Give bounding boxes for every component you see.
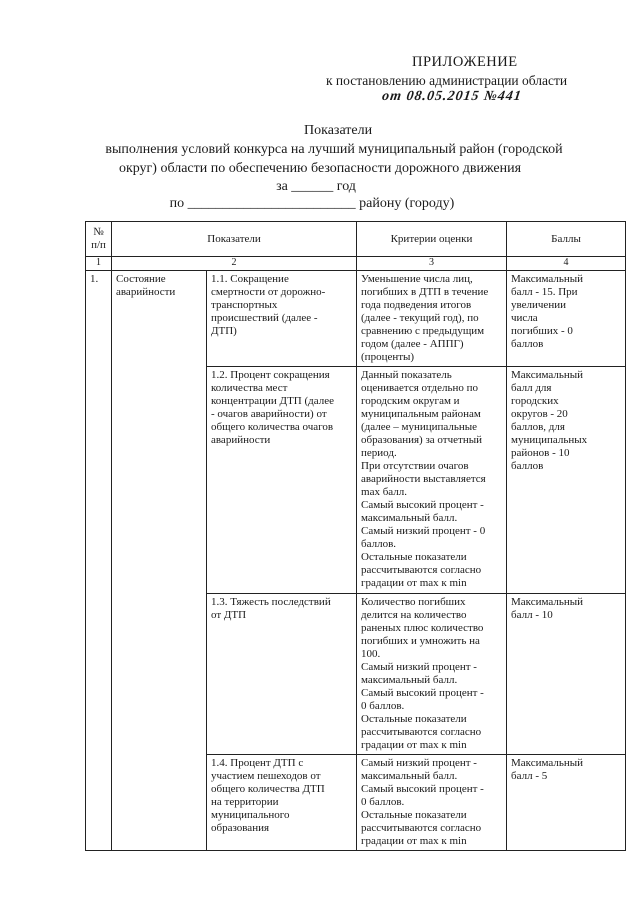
column-number: 4 <box>507 257 626 271</box>
column-number: 3 <box>357 257 507 271</box>
appendix-decree: к постановлению администрации области <box>326 73 568 88</box>
title-line-district: по ________________________ району (городу) <box>169 196 455 211</box>
points-cell: Максимальный балл - 15. При увеличении числа погибших - 0 баллов <box>507 271 626 367</box>
column-number-row <box>86 257 626 271</box>
title-line-year: за ______ год <box>276 179 356 194</box>
points-cell: Максимальный балл для городских округов - 20 баллов, для муниципальных районов - 10 баллов <box>507 367 626 594</box>
handwritten-signature-date: от 08.05.2015 №441 <box>381 89 523 104</box>
header-indicators: Показатели <box>112 222 357 257</box>
indicator-cell: 1.4. Процент ДТП с участием пешеходов от общего количества ДТП на территории муниципального образования <box>207 755 357 851</box>
header-criteria: Критерии оценки <box>357 222 507 257</box>
appendix-title: ПРИЛОЖЕНИЕ <box>412 54 518 70</box>
points-cell: Максимальный балл - 5 <box>507 755 626 851</box>
indicator-cell: 1.2. Процент сокращения количества мест концентрации ДТП (далее - очагов аварийности) от общего количества очагов аварийности <box>207 367 357 594</box>
criteria-cell: Самый низкий процент - максимальный балл. Самый высокий процент - 0 баллов. Остальные показатели рассчитываются согласно градации от max к min <box>357 755 507 851</box>
header-points: Баллы <box>507 222 626 257</box>
title-line-2: округ) области по обеспечению безопасности дорожного движения <box>118 161 522 176</box>
indicator-cell: 1.1. Сокращение смертности от дорожно- транспортных происшествий (далее - ДТП) <box>207 271 357 367</box>
indicators-table <box>85 221 626 851</box>
table-row <box>86 271 626 367</box>
table-header-row <box>86 222 626 257</box>
section-number: 1. <box>86 271 112 851</box>
section-name: Состояние аварийности <box>112 271 207 851</box>
indicator-cell: 1.3. Тяжесть последствий от ДТП <box>207 594 357 755</box>
criteria-cell: Количество погибших делится на количество раненых плюс количество погибших и умножить на 100. Самый низкий процент - максимальный балл. Самый высокий процент - 0 баллов. Остальные показатели рассчитываются согласно градации от max к min <box>357 594 507 755</box>
points-cell: Максимальный балл - 10 <box>507 594 626 755</box>
title-line-1: выполнения условий конкурса на лучший муниципальный район (городской <box>105 142 563 157</box>
document-title: Показатели <box>304 123 373 138</box>
column-number: 1 <box>86 257 112 271</box>
criteria-cell: Данный показатель оценивается отдельно по городским округам и муниципальным районам (далее – муниципальные образования) за отчетный период. При отсутствии очагов аварийности выставляется max балл. Самый высокий процент - максимальный балл. Самый низкий процент - 0 баллов. Остальные показатели рассчитываются согласно градации от max к min <box>357 367 507 594</box>
header-number: № п/п <box>86 222 112 257</box>
column-number: 2 <box>112 257 357 271</box>
criteria-cell: Уменьшение числа лиц, погибших в ДТП в течение года подведения итогов (далее - текущий год), по сравнению с предыдущим годом (далее - АППГ) (проценты) <box>357 271 507 367</box>
